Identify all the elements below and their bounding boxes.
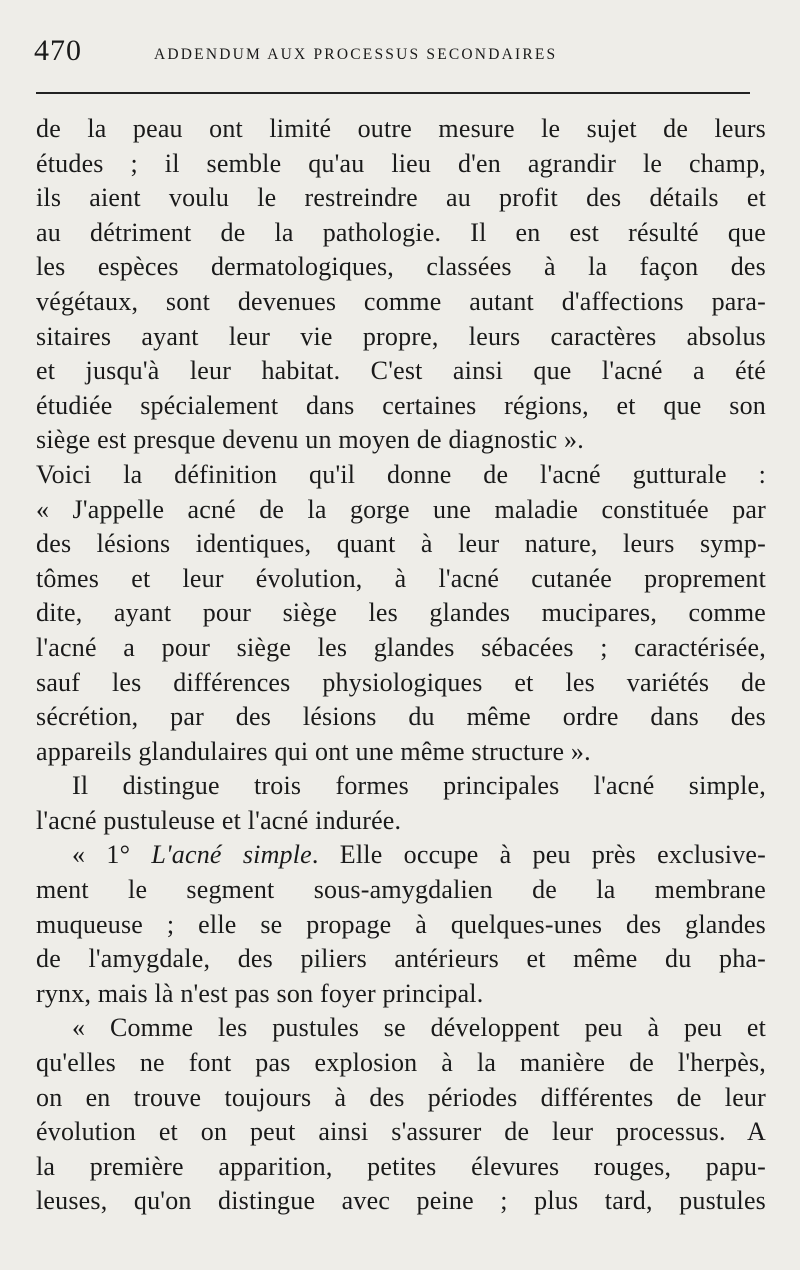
body-text bbox=[36, 112, 766, 1219]
text-line: qu'elles ne font pas explosion à la manière de l'herpès, bbox=[36, 1048, 766, 1078]
text-line: l'acné a pour siège les glandes sébacées ; caractérisée, bbox=[36, 632, 766, 662]
text-line: muqueuse ; elle se propage à quelques-unes des glandes bbox=[36, 909, 766, 939]
text-line: de la peau ont limité outre mesure le sujet de leurs bbox=[36, 114, 766, 143]
text-line: végétaux, sont devenues comme autant d'affections para- bbox=[36, 286, 766, 316]
text-line: sitaires ayant leur vie propre, leurs caractères absolus bbox=[36, 321, 766, 351]
text-line: ils aient voulu le restreindre au profit des détails et bbox=[36, 183, 766, 213]
page-header bbox=[34, 30, 754, 80]
text-line: sauf les différences physiologiques et les variétés de bbox=[36, 667, 766, 697]
text-line: appareils glandulaires qui ont une même structure ». bbox=[36, 736, 591, 766]
text-line: de l'amygdale, des piliers antérieurs et même du pha- bbox=[36, 944, 766, 974]
text-line: leuses, qu'on distingue avec peine ; plus tard, pustules bbox=[36, 1186, 766, 1216]
header-rule bbox=[36, 92, 750, 94]
text-line: les espèces dermatologiques, classées à la façon des bbox=[36, 252, 766, 282]
text-line-italic bbox=[36, 838, 766, 873]
text-line: études ; il semble qu'au lieu d'en agrandir le champ, bbox=[36, 148, 766, 178]
text-line: la première apparition, petites élevures rouges, papu- bbox=[36, 1151, 766, 1181]
text-line: des lésions identiques, quant à leur nature, leurs symp- bbox=[36, 529, 766, 559]
page-number: 470 bbox=[34, 34, 82, 67]
text-line: tômes et leur évolution, à l'acné cutanée proprement bbox=[36, 563, 766, 593]
running-title: ADDENDUM AUX PROCESSUS SECONDAIRES bbox=[154, 46, 558, 63]
text-line: sécrétion, par des lésions du même ordre dans des bbox=[36, 702, 766, 732]
text-line: et jusqu'à leur habitat. C'est ainsi que l'acné a été bbox=[36, 356, 766, 386]
text-line: au détriment de la pathologie. Il en est résulté que bbox=[36, 217, 766, 247]
text-line: siège est presque devenu un moyen de diagnostic ». bbox=[36, 425, 584, 455]
text-line: on en trouve toujours à des périodes différentes de leur bbox=[36, 1082, 766, 1112]
line-suffix: . Elle occupe à peu près exclusive- bbox=[311, 840, 766, 870]
text-line: « J'appelle acné de la gorge une maladie constituée par bbox=[36, 494, 766, 524]
line-prefix: « 1° bbox=[72, 840, 152, 870]
text-line: rynx, mais là n'est pas son foyer principal. bbox=[36, 978, 484, 1008]
text-line: ment le segment sous-amygdalien de la membrane bbox=[36, 875, 766, 905]
text-line: « Comme les pustules se développent peu à peu et bbox=[72, 1013, 766, 1043]
text-line: l'acné pustuleuse et l'acné indurée. bbox=[36, 805, 402, 835]
section-title-italic: L'acné simple bbox=[151, 840, 312, 870]
text-line: Voici la définition qu'il donne de l'acné gutturale : bbox=[36, 459, 766, 489]
text-line: étudiée spécialement dans certaines régions, et que son bbox=[36, 390, 766, 420]
text-line: Il distingue trois formes principales l'acné simple, bbox=[72, 771, 766, 801]
text-line: dite, ayant pour siège les glandes mucipares, comme bbox=[36, 598, 766, 628]
text-line: évolution et on peut ainsi s'assurer de leur processus. A bbox=[36, 1117, 766, 1147]
